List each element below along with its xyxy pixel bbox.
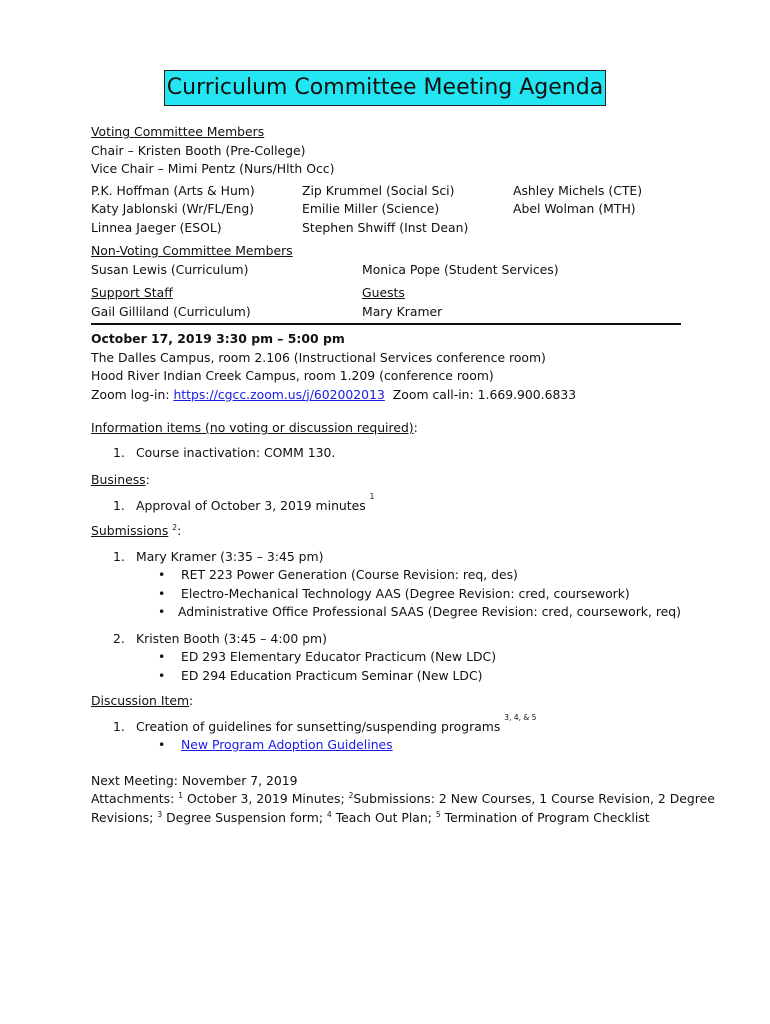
footnote-ref: 1 <box>369 491 375 501</box>
submission-presenter: Mary Kramer (3:35 – 3:45 pm) <box>136 548 324 564</box>
member: Stephen Shwiff (Inst Dean) <box>302 219 469 235</box>
guests-heading: Guests <box>362 285 405 300</box>
zoom-label: Zoom log-in: <box>91 386 170 402</box>
nonvoting-member: Monica Pope (Student Services) <box>362 261 559 277</box>
business-heading: Business <box>91 472 146 487</box>
vice-chair: Vice Chair – Mimi Pentz (Nurs/Hlth Occ) <box>91 161 335 176</box>
bullet-item: • ED 294 Education Practicum Seminar (New LDC) <box>158 667 483 683</box>
next-meeting: Next Meeting: November 7, 2019 <box>91 772 298 788</box>
zoom-callin: Zoom call-in: 1.669.900.6833 <box>392 386 577 402</box>
agenda-content: Voting Committee Members Chair – Kristen Booth (Pre-College) Vice Chair – Mimi Pentz (Nurs/Hlth Occ) P.K. Hoffman (Arts & Hum) Katy Jablonski (Wr/FL/Eng) Linnea Jaeger (ESOL) Zip Krummel (Social Sci) Emilie Miller (Science) Stephen Shwiff (Inst Dean) Ashley Michels (CTE) Abel Wolman (MTH) Non-Voting Committee Members Susan Lewis (Curriculum) Monica Pope (Student Services) Support Staff Gail Gilliland (Curriculum) Guests Mary Kramer October 17, 2019 3:30 pm – 5:00 pm The Dalles Campus, room 2.106 (Instructional Services conference room) Hood River Indian Creek Campus, room 1.209 (conference room) Zoom log-in: https://cgcc.zoom.us/j/602002013 Zoom call-in: 1.669.900.6833 Information items (no voting or discussion required): 1. Course inactivation: COMM 130. Business: 1. Approval of October 3, 2019 minutes 1 Submissions $^2$: 1. Mary Kramer (3:35 – 3:45 pm) • RET 223 Power Generation (Course Revision: req, des) • Electro-Mechanical Technology AAS (Degree Revision: cred, coursework) • Administrative Office Professional SAAS (Degree Revision: cred, coursework, req) 2. Kristen Booth (3:45 – 4:00 pm) • ED 293 Elementary Educator Practicum (New LDC) • ED 294 Education Practicum Seminar (New LDC) Discussion Item: 1. Creation of guidelines for sunsetting/suspending programs 3, 4, & 5 • New Program Adoption Guidelines Next Meeting: November 7, 2019 Attachments: $^1$ October 3, 2019 Minutes; $^2$Submissions: 2 New Courses, 1 Course Revision, 2 Degree Revisions; $^3$ Degree Suspension form; $^4$ Teach Out Plan; $^5$ Termination of Program Checklist <box>91 123 681 827</box>
meeting-location: The Dalles Campus, room 2.106 (Instructional Services conference room) <box>91 349 546 365</box>
voting-heading: Voting Committee Members <box>91 124 265 139</box>
submission-presenter: Kristen Booth (3:45 – 4:00 pm) <box>136 630 327 646</box>
voting-members-grid <box>91 182 681 238</box>
member: Zip Krummel (Social Sci) <box>302 182 455 198</box>
guidelines-link[interactable]: New Program Adoption Guidelines <box>181 737 393 752</box>
guest: Mary Kramer <box>362 303 443 319</box>
member: Linnea Jaeger (ESOL) <box>91 219 222 235</box>
submissions-heading: Submissions <box>91 523 169 538</box>
list-item: 1. Course inactivation: COMM 130. <box>113 444 681 463</box>
footnote-ref: 2 <box>172 523 178 532</box>
list-item: 1. Approval of October 3, 2019 minutes 1 <box>113 497 681 516</box>
bullet-item: • Electro-Mechanical Technology AAS (Degree Revision: cred, coursework) <box>158 585 630 601</box>
bullet-item: • Administrative Office Professional SAAS (Degree Revision: cred, coursework, req) <box>158 604 681 619</box>
info-heading: Information items (no voting or discussion required) <box>91 420 414 435</box>
meeting-datetime: October 17, 2019 3:30 pm – 5:00 pm <box>91 331 345 346</box>
bullet-item: • New Program Adoption Guidelines <box>158 736 681 755</box>
member: Abel Wolman (MTH) <box>513 201 636 216</box>
member: Katy Jablonski (Wr/FL/Eng) <box>91 201 255 216</box>
page-title: Curriculum Committee Meeting Agenda <box>164 70 606 106</box>
zoom-link[interactable]: https://cgcc.zoom.us/j/602002013 <box>173 386 385 402</box>
list-item: 1. Creation of guidelines for sunsetting/suspending programs 3, 4, & 5 <box>113 718 681 737</box>
zoom-line <box>91 386 681 405</box>
list-item: 2. Kristen Booth (3:45 – 4:00 pm) <box>113 630 681 649</box>
meeting-location: Hood River Indian Creek Campus, room 1.209 (conference room) <box>91 368 494 383</box>
divider <box>91 323 681 325</box>
discussion-heading: Discussion Item <box>91 693 190 708</box>
business-item: Approval of October 3, 2019 minutes <box>136 497 366 513</box>
nonvoting-heading: Non-Voting Committee Members <box>91 243 293 258</box>
member: Emilie Miller (Science) <box>302 201 440 216</box>
footnote-ref: 3, 4, & 5 <box>504 712 537 722</box>
member: P.K. Hoffman (Arts & Hum) <box>91 182 255 198</box>
bullet-item: • RET 223 Power Generation (Course Revision: req, des) <box>158 567 518 582</box>
support-heading: Support Staff <box>91 285 173 300</box>
chair: Chair – Kristen Booth (Pre-College) <box>91 142 306 158</box>
attachments-line2: Revisions; $^3$ Degree Suspension form; $^4$ Teach Out Plan; $^5$ Termination of Program Checklist <box>91 809 650 825</box>
bullet-item: • ED 293 Elementary Educator Practicum (New LDC) <box>158 649 497 664</box>
member: Ashley Michels (CTE) <box>513 182 643 198</box>
nonvoting-member: Susan Lewis (Curriculum) <box>91 261 249 277</box>
support-member: Gail Gilliland (Curriculum) <box>91 303 251 319</box>
list-item: 1. Mary Kramer (3:35 – 3:45 pm) <box>113 548 681 567</box>
info-item: Course inactivation: COMM 130. <box>136 444 336 460</box>
discussion-item: Creation of guidelines for sunsetting/suspending programs <box>136 718 501 734</box>
attachments-line1: Attachments: $^1$ October 3, 2019 Minutes; $^2$Submissions: 2 New Courses, 1 Course Revision, 2 Degree <box>91 791 715 806</box>
